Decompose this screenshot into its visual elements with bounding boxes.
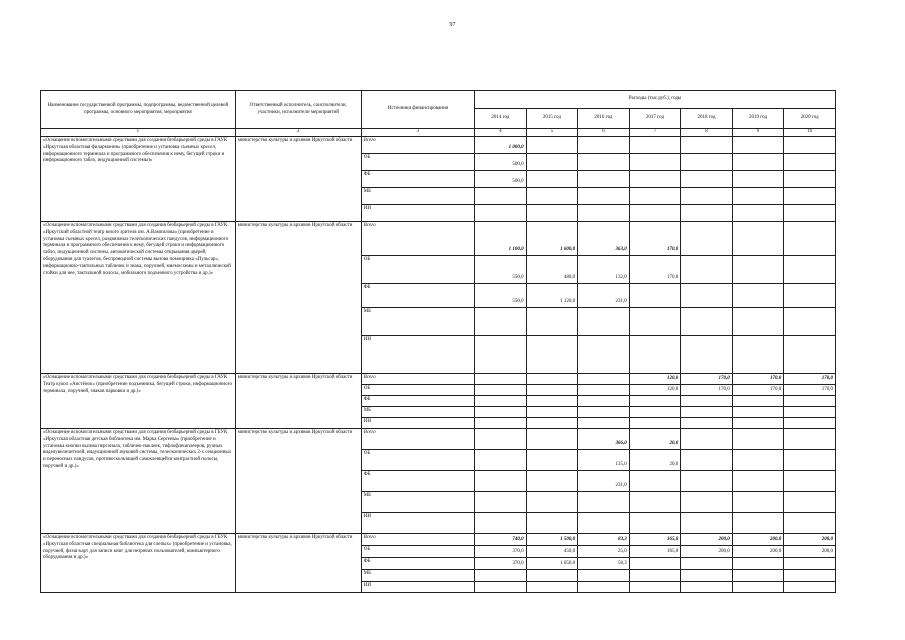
amount-cell — [732, 418, 784, 429]
funding-source: ФБ — [361, 284, 474, 308]
measure-name: «Оснащение вспомогательными средствами для создания безбарьерной среды в ГБУК «Иркутская областная специальная библиотека для слепых» (приобретение и установка, поручней, флэш-карт для записи книг для незрячих пользователей, компьютерного оборудования и др.)» — [41, 534, 236, 593]
amount-cell — [681, 284, 733, 308]
amount-cell: 740,0 — [475, 534, 527, 546]
amount-cell — [629, 582, 681, 593]
amount-cell: 370,0 — [475, 558, 527, 570]
index-cell: 2 — [235, 129, 361, 137]
amount-cell: 1 000,0 — [475, 137, 527, 154]
amount-cell — [784, 570, 836, 582]
amount-cell — [732, 471, 784, 492]
header-year: 2019 год — [732, 109, 784, 129]
amount-cell: 170,0 — [681, 385, 733, 396]
funding-source: Всего — [361, 534, 474, 546]
amount-cell — [784, 188, 836, 205]
funding-source: Всего — [361, 222, 474, 256]
amount-cell — [784, 418, 836, 429]
table-row — [41, 222, 836, 256]
amount-cell — [526, 429, 578, 450]
index-cell: 9 — [732, 129, 784, 137]
header-funding-source: Источники финансирования — [361, 91, 474, 129]
amount-cell: 366,0 — [578, 429, 630, 450]
amount-cell — [629, 570, 681, 582]
header-executor: Ответственный исполнитель, соисполнители, участники, исполнители мероприятий — [235, 91, 361, 129]
amount-cell — [526, 205, 578, 222]
amount-cell: 1 120,0 — [526, 284, 578, 308]
amount-cell — [681, 171, 733, 188]
amount-cell: 1 600,0 — [526, 222, 578, 256]
amount-cell — [578, 407, 630, 418]
amount-cell — [784, 396, 836, 407]
amount-cell: 200,0 — [784, 546, 836, 558]
amount-cell — [732, 396, 784, 407]
amount-cell — [629, 558, 681, 570]
amount-cell — [784, 582, 836, 593]
amount-cell: 370,0 — [475, 546, 527, 558]
amount-cell — [681, 256, 733, 284]
amount-cell — [475, 407, 527, 418]
amount-cell — [526, 418, 578, 429]
amount-cell: 450,0 — [526, 546, 578, 558]
amount-cell — [732, 429, 784, 450]
amount-cell: 170,0 — [732, 374, 784, 385]
amount-cell — [784, 222, 836, 256]
amount-cell — [732, 256, 784, 284]
amount-cell: 132,0 — [578, 256, 630, 284]
amount-cell — [578, 570, 630, 582]
amount-cell — [784, 171, 836, 188]
amount-cell — [526, 396, 578, 407]
index-cell: 3 — [361, 129, 474, 137]
funding-source: ИИ — [361, 513, 474, 534]
executor: министерство культуры и архивов Иркутской области — [235, 137, 361, 222]
measure-name: «Оснащение вспомогательными средствами для создания безбарьерной среды в ГАУК Театр кукол «Аистёнок» (приобретение подъемника, бегущей строки, информационного терминала, поручней, знаков парковки и др.)» — [41, 374, 236, 429]
funding-source: ОБ — [361, 385, 474, 396]
amount-cell: 83,3 — [578, 534, 630, 546]
amount-cell — [681, 558, 733, 570]
amount-cell: 20,0 — [629, 450, 681, 471]
amount-cell — [475, 471, 527, 492]
funding-source: ИИ — [361, 418, 474, 429]
amount-cell — [732, 407, 784, 418]
amount-cell: 200,0 — [732, 534, 784, 546]
amount-cell — [475, 374, 527, 385]
funding-source: ФБ — [361, 558, 474, 570]
amount-cell: 200,0 — [784, 534, 836, 546]
funding-source: МБ — [361, 492, 474, 513]
amount-cell — [681, 429, 733, 450]
amount-cell — [475, 385, 527, 396]
amount-cell — [526, 407, 578, 418]
amount-cell — [784, 308, 836, 336]
amount-cell — [732, 492, 784, 513]
amount-cell — [732, 558, 784, 570]
amount-cell — [578, 513, 630, 534]
amount-cell — [475, 429, 527, 450]
amount-cell — [578, 308, 630, 336]
header-year: 2014 год — [475, 109, 527, 129]
funding-source: ОБ — [361, 450, 474, 471]
funding-source: МБ — [361, 407, 474, 418]
amount-cell: 58,3 — [578, 558, 630, 570]
amount-cell — [732, 336, 784, 374]
amount-cell — [578, 137, 630, 154]
amount-cell: 200,0 — [681, 534, 733, 546]
amount-cell — [784, 471, 836, 492]
amount-cell — [629, 471, 681, 492]
amount-cell — [578, 396, 630, 407]
amount-cell — [578, 171, 630, 188]
amount-cell — [732, 513, 784, 534]
amount-cell — [578, 385, 630, 396]
amount-cell — [629, 492, 681, 513]
amount-cell — [578, 154, 630, 171]
amount-cell — [784, 256, 836, 284]
index-cell: 10 — [784, 129, 836, 137]
amount-cell: 363,0 — [578, 222, 630, 256]
amount-cell — [732, 222, 784, 256]
amount-cell — [578, 188, 630, 205]
funding-source: Всего — [361, 374, 474, 385]
amount-cell: 170,0 — [732, 385, 784, 396]
amount-cell — [732, 171, 784, 188]
amount-cell — [629, 154, 681, 171]
amount-cell: 231,0 — [578, 471, 630, 492]
amount-cell — [629, 188, 681, 205]
amount-cell: 170,0 — [784, 374, 836, 385]
header-year: 2016 год — [578, 109, 630, 129]
amount-cell — [784, 205, 836, 222]
amount-cell — [578, 374, 630, 385]
amount-cell — [732, 137, 784, 154]
amount-cell — [629, 336, 681, 374]
amount-cell: 170,0 — [784, 385, 836, 396]
amount-cell — [475, 308, 527, 336]
table-body — [41, 137, 836, 593]
amount-cell — [526, 471, 578, 492]
amount-cell — [526, 513, 578, 534]
amount-cell: 500,0 — [475, 171, 527, 188]
amount-cell — [681, 492, 733, 513]
funding-source: ФБ — [361, 171, 474, 188]
index-cell: 4 — [475, 129, 527, 137]
amount-cell: 120,0 — [629, 374, 681, 385]
amount-cell — [784, 407, 836, 418]
amount-cell: 170,0 — [629, 222, 681, 256]
index-cell: 5 — [526, 129, 578, 137]
amount-cell — [629, 284, 681, 308]
amount-cell: 550,0 — [475, 256, 527, 284]
amount-cell — [681, 154, 733, 171]
amount-cell — [629, 205, 681, 222]
amount-cell — [526, 188, 578, 205]
amount-cell: 550,0 — [475, 284, 527, 308]
amount-cell — [578, 492, 630, 513]
page-number: 97 — [449, 22, 456, 28]
amount-cell — [681, 308, 733, 336]
amount-cell — [732, 188, 784, 205]
measure-name: «Оснащение вспомогательными средствами для создания безбарьерной среды в ГАУК «Иркутская областная филармония» (приобретение и установка съемных кресел, информационного терминала и программного обеспечения к нему, бегущей строки и информационного табло, индукционной системы)» — [41, 137, 236, 222]
amount-cell — [526, 308, 578, 336]
amount-cell — [475, 450, 527, 471]
index-cell: 1 — [41, 129, 236, 137]
amount-cell — [629, 396, 681, 407]
amount-cell — [475, 396, 527, 407]
amount-cell — [475, 336, 527, 374]
header-program-name: Наименование государственной программы, подпрограммы, ведомственной целевой программы, основного мероприятия, мероприятия — [41, 91, 236, 129]
amount-cell — [681, 418, 733, 429]
funding-source: МБ — [361, 308, 474, 336]
amount-cell — [629, 513, 681, 534]
amount-cell — [732, 570, 784, 582]
amount-cell — [526, 336, 578, 374]
amount-cell: 170,0 — [681, 374, 733, 385]
header-year: 2020 год — [784, 109, 836, 129]
amount-cell: 231,0 — [578, 284, 630, 308]
amount-cell — [526, 582, 578, 593]
amount-cell — [784, 492, 836, 513]
amount-cell — [784, 513, 836, 534]
executor: министерство культуры и архивов Иркутской области — [235, 222, 361, 374]
amount-cell — [475, 582, 527, 593]
header-year: 2018 год — [681, 109, 733, 129]
amount-cell — [629, 407, 681, 418]
amount-cell — [526, 374, 578, 385]
amount-cell: 165,0 — [629, 534, 681, 546]
amount-cell — [732, 450, 784, 471]
amount-cell — [526, 154, 578, 171]
funding-source: ИИ — [361, 582, 474, 593]
table-row — [41, 429, 836, 450]
amount-cell — [681, 407, 733, 418]
funding-source: МБ — [361, 188, 474, 205]
table-row — [41, 137, 836, 154]
amount-cell — [526, 171, 578, 188]
amount-cell: 1 050,0 — [526, 558, 578, 570]
amount-cell — [732, 205, 784, 222]
amount-cell — [526, 492, 578, 513]
amount-cell — [784, 154, 836, 171]
amount-cell: 170,0 — [629, 256, 681, 284]
amount-cell — [681, 513, 733, 534]
amount-cell — [526, 450, 578, 471]
funding-source: Всего — [361, 137, 474, 154]
amount-cell — [784, 429, 836, 450]
measure-name: «Оснащение вспомогательными средствами для создания безбарьерной среды в ГАУК «Иркутский областной театр юного зрителя им. А.Вампилова» (приобретение и установка съемных кресел, раздвижных телескопических пандусов, информационного терминала и программного обеспечения к нему, бегущей строки и информационного табло, индукционной системы, автоматической системы открывания дверей, оборудования для туалетов, беспроводной системы вызова помощника «Пульсар», информационно-тактильных табличек и знака, поручней, мнемосхемы и металлической стойки для нее, тактильной полосы, мобильного подъемного устройства и др.)» — [41, 222, 236, 374]
amount-cell — [732, 308, 784, 336]
measure-name: «Оснащение вспомогательными средствами для создания безбарьерной среды в ГБУК «Иркутская областная детская библиотека им. Марка Сергеева» (приобретение и установка кнопки вызова персонала, табличек-наклеек, тифлофлешплееров, ручных видеоувеличителей, индукционной звуковой системы, телескопических 2-х секционных и переносных пандусов, противоскользящей самоклеящейся контрастной полосы, поручней и др.)» — [41, 429, 236, 534]
amount-cell — [578, 582, 630, 593]
amount-cell — [475, 513, 527, 534]
funding-source: МБ — [361, 570, 474, 582]
amount-cell — [475, 188, 527, 205]
amount-cell — [681, 137, 733, 154]
amount-cell — [629, 171, 681, 188]
header-year: 2015 год — [526, 109, 578, 129]
amount-cell: 165,0 — [629, 546, 681, 558]
amount-cell: 1 100,0 — [475, 222, 527, 256]
amount-cell — [681, 336, 733, 374]
amount-cell: 25,0 — [578, 546, 630, 558]
amount-cell — [629, 418, 681, 429]
funding-source: ОБ — [361, 546, 474, 558]
funding-source: Всего — [361, 429, 474, 450]
amount-cell — [784, 284, 836, 308]
amount-cell — [578, 418, 630, 429]
amount-cell — [475, 570, 527, 582]
header-expenses: Расходы (тыс.руб.), годы — [475, 91, 836, 109]
amount-cell — [681, 582, 733, 593]
index-cell: 8 — [681, 129, 733, 137]
amount-cell — [526, 385, 578, 396]
amount-cell: 1 500,0 — [526, 534, 578, 546]
amount-cell — [681, 450, 733, 471]
amount-cell: 20,0 — [629, 429, 681, 450]
amount-cell: 135,0 — [578, 450, 630, 471]
amount-cell: 200,0 — [732, 546, 784, 558]
amount-cell — [475, 205, 527, 222]
amount-cell — [475, 418, 527, 429]
executor: министерство культуры и архивов Иркутской области — [235, 534, 361, 593]
amount-cell — [784, 450, 836, 471]
amount-cell — [526, 570, 578, 582]
amount-cell: 120,0 — [629, 385, 681, 396]
funding-source: ИИ — [361, 336, 474, 374]
executor: министерство культуры и архивов Иркутской области — [235, 374, 361, 429]
amount-cell — [681, 222, 733, 256]
amount-cell — [784, 336, 836, 374]
funding-source: ФБ — [361, 471, 474, 492]
amount-cell — [732, 582, 784, 593]
funding-source: ФБ — [361, 396, 474, 407]
executor: министерство культуры и архивов Иркутской области — [235, 429, 361, 534]
amount-cell — [784, 137, 836, 154]
funding-source: ОБ — [361, 256, 474, 284]
amount-cell — [526, 137, 578, 154]
amount-cell — [732, 154, 784, 171]
amount-cell — [681, 471, 733, 492]
amount-cell: 500,0 — [475, 154, 527, 171]
funding-source: ОБ — [361, 154, 474, 171]
index-cell: 6 — [578, 129, 630, 137]
amount-cell — [681, 570, 733, 582]
amount-cell — [578, 336, 630, 374]
amount-cell — [732, 284, 784, 308]
amount-cell — [475, 492, 527, 513]
index-row — [41, 129, 836, 137]
budget-table — [40, 90, 836, 593]
amount-cell — [629, 137, 681, 154]
amount-cell — [578, 205, 630, 222]
header-year: 2017 год — [629, 109, 681, 129]
amount-cell — [681, 205, 733, 222]
amount-cell — [784, 558, 836, 570]
amount-cell — [681, 396, 733, 407]
amount-cell: 200,0 — [681, 546, 733, 558]
index-cell: 7 — [629, 129, 681, 137]
amount-cell — [681, 188, 733, 205]
table-row — [41, 534, 836, 546]
amount-cell: 480,0 — [526, 256, 578, 284]
table-row — [41, 374, 836, 385]
funding-source: ИИ — [361, 205, 474, 222]
amount-cell — [629, 308, 681, 336]
